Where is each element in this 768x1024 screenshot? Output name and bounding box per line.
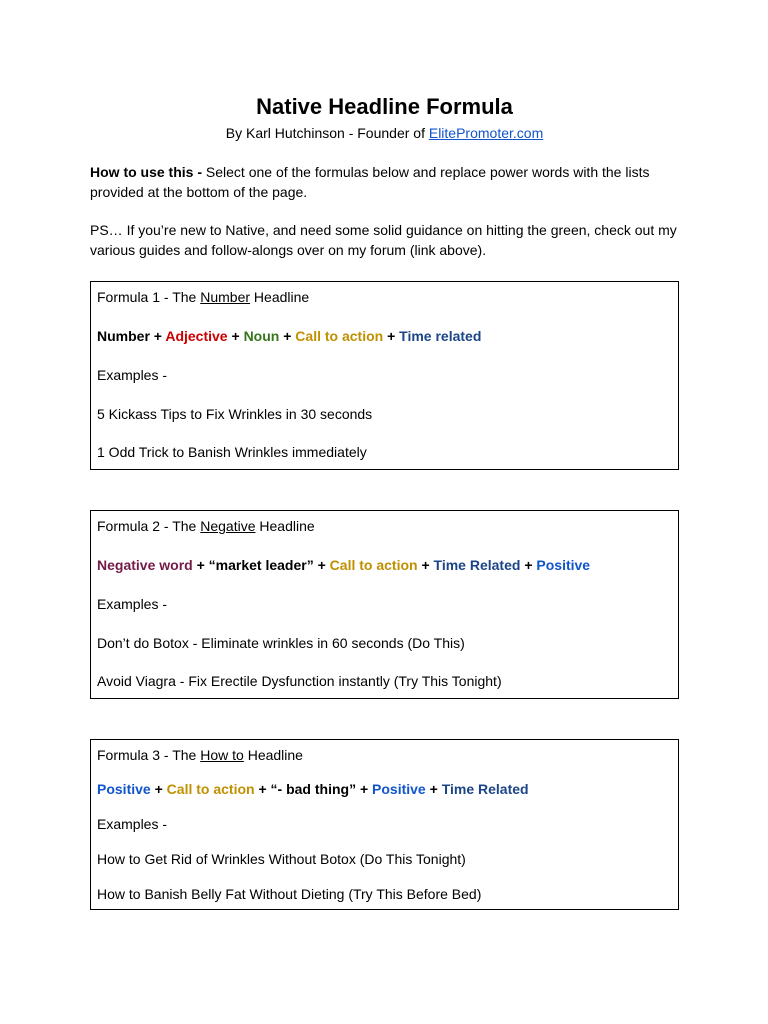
example-item: Don’t do Botox - Eliminate wrinkles in 60 seconds (Do This) xyxy=(97,635,465,651)
example-item: How to Get Rid of Wrinkles Without Botox (Do This Tonight) xyxy=(97,851,466,867)
formula-heading-prefix: Formula 3 - The xyxy=(97,747,201,763)
formula-heading-type: How to xyxy=(200,747,244,763)
formula-part: Positive xyxy=(372,781,426,797)
formula-heading-suffix: Headline xyxy=(243,747,303,763)
elitepromoter-link[interactable]: ElitePromoter.com xyxy=(428,125,544,141)
formula-part: + xyxy=(425,781,442,797)
examples-label: Examples - xyxy=(97,816,168,832)
formula-part: Call to action xyxy=(329,557,418,573)
formula-part: + “market leader” + xyxy=(192,557,330,573)
formula-box-1 xyxy=(90,281,679,470)
formula-part: Positive xyxy=(97,781,151,797)
formula-part: Call to action xyxy=(295,328,384,344)
page-title: Native Headline Formula xyxy=(256,94,513,119)
example-item: 5 Kickass Tips to Fix Wrinkles in 30 seconds xyxy=(97,406,373,422)
byline-text: By Karl Hutchinson - Founder of xyxy=(225,125,429,141)
example-item: Avoid Viagra - Fix Erectile Dysfunction instantly (Try This Tonight) xyxy=(97,673,502,689)
formula-part: + xyxy=(520,557,537,573)
formula-part: + xyxy=(383,328,400,344)
examples-label: Examples - xyxy=(97,596,168,612)
formula-part: + xyxy=(150,781,167,797)
formula-part: Number xyxy=(97,328,150,344)
how-to-use-paragraph xyxy=(90,162,679,202)
formula-part: Time related xyxy=(399,328,482,344)
formula-heading-suffix: Headline xyxy=(255,518,315,534)
byline xyxy=(90,124,679,142)
formula-heading-type: Negative xyxy=(200,518,256,534)
formula-part: + xyxy=(227,328,244,344)
formula-part: + xyxy=(279,328,296,344)
formula-part: Call to action xyxy=(166,781,255,797)
formula-box-2 xyxy=(90,510,679,699)
formula-structure xyxy=(97,780,529,798)
example-item: 1 Odd Trick to Banish Wrinkles immediately xyxy=(97,444,367,460)
formula-structure xyxy=(97,556,590,574)
formula-part: + “- bad thing” + xyxy=(254,781,373,797)
formula-heading-prefix: Formula 1 - The xyxy=(97,289,201,305)
formula-part: Time Related xyxy=(441,781,529,797)
formula-part: Positive xyxy=(536,557,591,573)
formula-structure xyxy=(97,327,481,345)
formula-part: Adjective xyxy=(165,328,228,344)
how-to-use-label: How to use this - xyxy=(90,164,202,180)
formula-heading xyxy=(97,517,315,535)
formula-heading-type: Number xyxy=(200,289,251,305)
example-item: How to Banish Belly Fat Without Dieting (Try This Before Bed) xyxy=(97,886,482,902)
how-to-use-text: Select one of the formulas below and replace power words with the lists provided at the bottom of the page. xyxy=(90,164,650,200)
formula-box-3 xyxy=(90,739,679,910)
formula-heading-suffix: Headline xyxy=(250,289,310,305)
formula-heading xyxy=(97,288,309,306)
formula-part: Negative word xyxy=(97,557,193,573)
examples-label: Examples - xyxy=(97,367,168,383)
formula-heading-prefix: Formula 2 - The xyxy=(97,518,201,534)
formula-part: + xyxy=(149,328,166,344)
formula-part: Time Related xyxy=(433,557,521,573)
formula-heading xyxy=(97,746,303,764)
ps-paragraph: PS… If you’re new to Native, and need some solid guidance on hitting the green, check out my various guides and follow-alongs over on my forum (link above). xyxy=(90,222,677,258)
formula-part: Noun xyxy=(243,328,280,344)
formula-part: + xyxy=(417,557,434,573)
